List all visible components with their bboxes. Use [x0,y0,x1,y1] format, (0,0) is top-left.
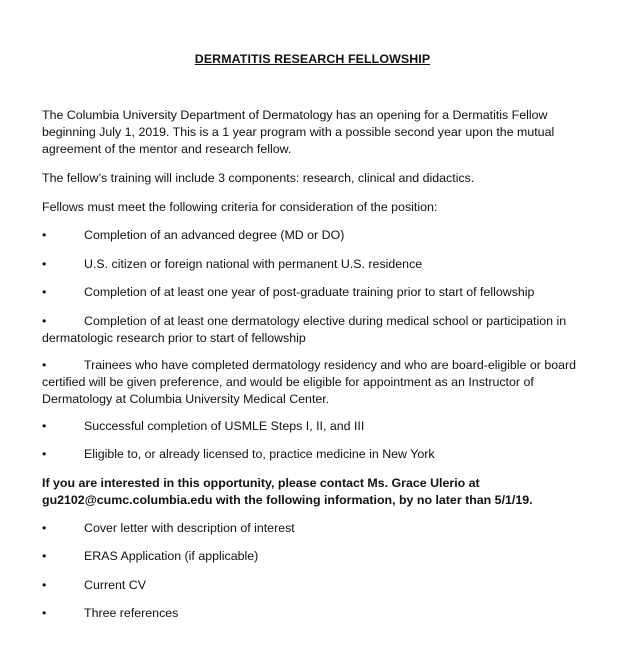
criteria-item-text: Completion of an advanced degree (MD or DO) [84,228,345,242]
bullet-icon: • [42,228,47,242]
bullet-icon: • [42,358,47,372]
bullet-icon: • [42,314,47,328]
criteria-item-text: U.S. citizen or foreign national with permanent U.S. residence [84,257,423,271]
bullet-icon: • [42,521,47,535]
criteria-item [42,284,592,301]
bullet-icon: • [42,578,47,592]
criteria-item-text: Eligible to, or already licensed to, practice medicine in New York [84,447,435,461]
requirement-item-text: Three references [84,606,179,620]
criteria-item [42,418,592,435]
bullet-icon: • [42,257,47,271]
requirement-item-text: Current CV [84,578,146,592]
bullet-icon: • [42,285,47,299]
bullet-icon: • [42,606,47,620]
intro-paragraph: The Columbia University Department of Dermatology has an opening for a Dermatitis Fellow beginning July 1, 2019. This is a 1 year program with a possible second year upon the mutual agreement of the mentor and research fellow. [42,108,555,156]
criteria-item [42,227,592,244]
bullet-icon: • [42,447,47,461]
criteria-item-text: Completion of at least one year of post-graduate training prior to start of fellowship [84,285,535,299]
requirement-item [42,548,592,565]
criteria-item [42,256,592,273]
criteria-item-text: Successful completion of USMLE Steps I, II, and III [84,419,365,433]
bullet-icon: • [42,419,47,433]
requirement-item [42,605,592,622]
requirement-item-text: ERAS Application (if applicable) [84,549,259,563]
criteria-intro: Fellows must meet the following criteria for consideration of the position: [42,200,438,214]
criteria-item-text: Completion of at least one dermatology elective during medical school or participation in dermatologic research prior to start of fellowship [42,314,567,345]
requirement-item [42,577,592,594]
document-title: DERMATITIS RESEARCH FELLOWSHIP [194,52,431,66]
criteria-item [42,313,592,347]
contact-paragraph: If you are interested in this opportunity, please contact Ms. Grace Ulerio at gu2102@cumc.columbia.edu with the following information, by no later than 5/1/19. [42,476,533,507]
requirement-item [42,520,592,537]
requirement-item-text: Cover letter with description of interest [84,521,295,535]
bullet-icon: • [42,549,47,563]
criteria-item [42,446,592,463]
training-paragraph: The fellow’s training will include 3 components: research, clinical and didactics. [42,171,475,185]
criteria-item [42,357,592,408]
criteria-item-text: Trainees who have completed dermatology residency and who are board-eligible or board certified will be given preference, and would be eligible for appointment as an Instructor of Dermatology at Columbia University Medical Center. [42,358,577,406]
